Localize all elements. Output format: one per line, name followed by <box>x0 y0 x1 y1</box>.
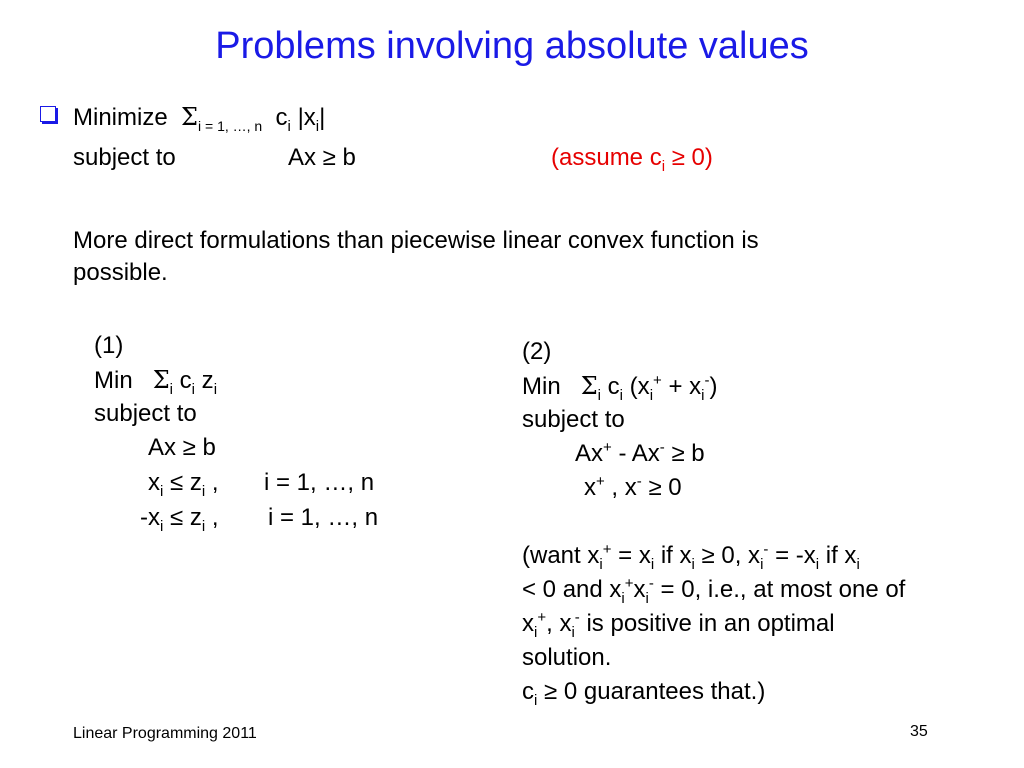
formulation-1-objective: Min $\Sigma_i$ $c_i$ $z_i$ <box>94 366 218 398</box>
note-line-2: possible. <box>73 259 168 286</box>
page-number: 35 <box>910 723 928 740</box>
formulation-2-comment-1: (want $x_i^+ = x_i$ if $x_i \ge 0$, $x_i^- = -x_i$ if $x_i$ <box>522 541 860 573</box>
x-index: i <box>160 517 164 535</box>
assume-suffix: ≥ 0) <box>665 144 713 171</box>
formulation-2-comment-2: < 0 and $x_i^+x_i^- = 0$, i.e., at most one of <box>522 575 906 607</box>
coef-index: i <box>619 386 624 404</box>
x-index: i <box>160 482 164 500</box>
coef-c: c <box>607 373 620 400</box>
coef-c: c <box>179 367 192 394</box>
min-label: Min <box>522 373 561 400</box>
coef-c: c <box>275 104 288 131</box>
z-index: i <box>213 380 218 398</box>
formulation-2-objective: Min $\Sigma_i$ $c_i$ $(x_i^+ + x_i^-)$ <box>522 372 718 404</box>
formulation-2-nonneg: x+ , x- ≥ 0 <box>584 473 682 501</box>
sigma-index: i <box>597 386 601 404</box>
sum-range: i = 1, …, n <box>198 117 263 134</box>
formulation-2-label: (2) <box>522 338 552 365</box>
z-index: i <box>201 482 206 500</box>
formulation-1-range-1: i = 1, …, n <box>264 469 375 496</box>
constraint: Ax ≥ b <box>288 144 356 171</box>
subject-to-line <box>73 142 176 174</box>
formulation-1-lower-bound: $-x_i \le z_i$ , <box>140 504 219 535</box>
min-label: Min <box>94 367 133 394</box>
assumption-note <box>551 142 713 174</box>
minimize-label: Minimize <box>73 104 168 131</box>
abs-index: i <box>315 117 320 135</box>
abs-open: |x <box>297 104 316 131</box>
sigma-symbol: Σ <box>152 366 170 394</box>
formulation-1-subject-to: subject to <box>94 400 197 427</box>
coef-c-index: i <box>287 117 291 135</box>
formulation-2-comment-5: $c_i \ge 0$ guarantees that.) <box>522 678 766 709</box>
formulation-2-subject-to: subject to <box>522 406 625 433</box>
z-index: i <box>201 517 206 535</box>
coef-index: i <box>191 380 196 398</box>
sigma-symbol: Σ <box>580 372 598 400</box>
formulation-1-upper-bound: $x_i \le z_i$ , <box>148 469 219 500</box>
slide-title: Problems involving absolute values <box>215 25 809 67</box>
sigma-symbol: Σ <box>181 103 198 131</box>
bullet-icon <box>40 106 56 122</box>
sigma-index: i <box>169 380 173 398</box>
subject-to-label: subject to <box>73 144 176 171</box>
assume-index: i <box>661 157 666 175</box>
abs-close: | <box>319 104 326 131</box>
note-line-1: More direct formulations than piecewise linear convex function is <box>73 227 759 254</box>
formulation-1-label: (1) <box>94 332 124 359</box>
assume-prefix: (assume c <box>551 144 662 171</box>
formulation-2-comment-3: $x_i^+$, $x_i^-$ is positive in an optimal <box>522 609 835 641</box>
formulation-1-range-2: i = 1, …, n <box>268 504 379 531</box>
formulation-2-constraint: Ax+ - Ax- ≥ b <box>575 439 705 467</box>
footer-text: Linear Programming 2011 <box>73 725 257 742</box>
objective-line <box>73 101 325 134</box>
formulation-2-comment-4: solution. <box>522 644 612 671</box>
formulation-1-constraint: Ax ≥ b <box>148 434 216 461</box>
